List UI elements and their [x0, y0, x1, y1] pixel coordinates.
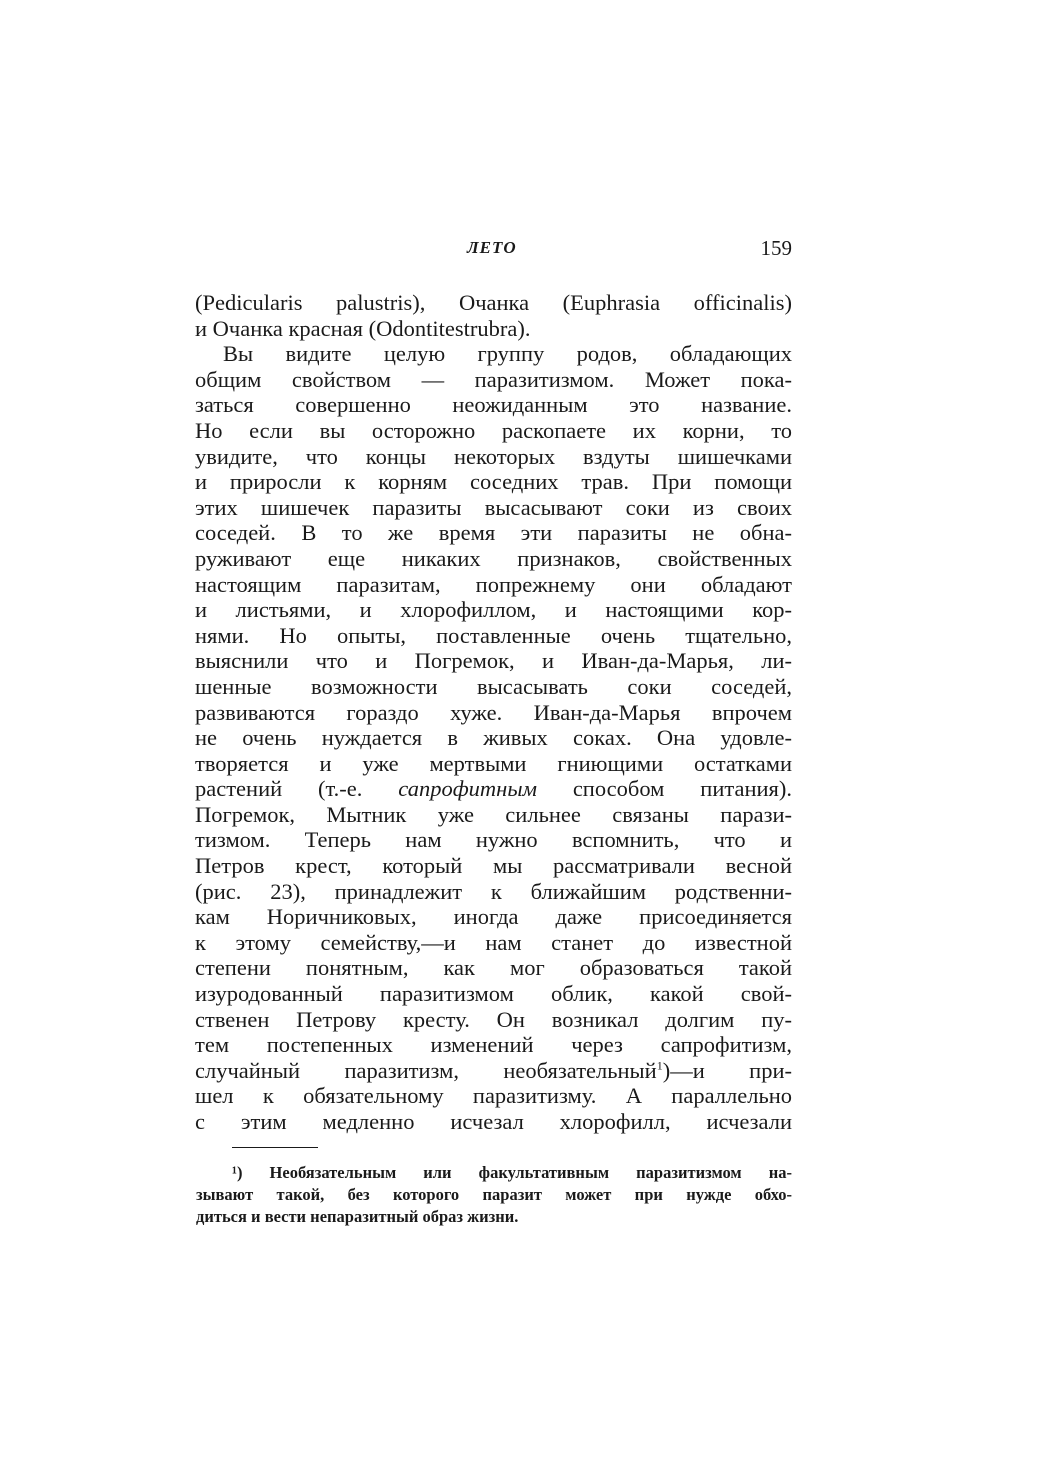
- text-line: заться совершенно неожиданным это название.: [195, 392, 792, 418]
- text-line: [195, 1058, 792, 1084]
- text-line: [195, 776, 792, 802]
- text-line: Вы видите целую группу родов, обладающих: [223, 341, 792, 367]
- footnote-text: Необязательным или факультативным паразитизмом на-: [269, 1163, 792, 1182]
- text-line: тем постепенных изменений через сапрофитизм,: [195, 1032, 792, 1058]
- text-line: развиваются гораздо хуже. Иван-да-Марья впрочем: [195, 699, 792, 725]
- text-line: изуродованный паразитизмом облик, какой свой-: [195, 981, 792, 1007]
- text-line: Погремок, Мытник уже сильнее связаны парази-: [195, 801, 792, 827]
- text-line: увидите, что концы некоторых вздуты шишечками: [195, 443, 792, 469]
- main-text: [195, 290, 792, 1135]
- text-line: шенные возможности высасывать соки соседей,: [195, 673, 792, 699]
- text-fragment: растений (т.-е.: [195, 776, 399, 802]
- text-line: творяется и уже мертвыми гниющими остатками: [195, 750, 792, 776]
- footnote: [196, 1162, 792, 1228]
- text-line: не очень нуждается в живых соках. Она удовле-: [195, 725, 792, 751]
- running-title: ЛЕТО: [467, 238, 517, 257]
- text-fragment: )—и при-: [662, 1057, 792, 1083]
- text-line: тизмом. Теперь нам нужно вспомнить, что и: [195, 827, 792, 853]
- text-line: с этим медленно исчезал хлорофилл, исчезали: [195, 1109, 792, 1134]
- running-header: [195, 236, 792, 266]
- text-fragment: способом питания).: [536, 776, 793, 802]
- text-line: Но если вы осторожно раскопаете их корни, то: [195, 417, 792, 443]
- text-line: Петров крест, который мы рассматривали весной: [195, 853, 792, 879]
- text-line: и листьями, и хлорофиллом, и настоящими кор-: [195, 597, 792, 623]
- text-line: этих шишечек паразиты высасывают соки из своих: [195, 494, 792, 520]
- text-line: степени понятным, как мог образоваться такой: [195, 955, 792, 981]
- text-line: соседей. В то же время эти паразиты не обна-: [195, 520, 792, 546]
- italic-term-saprophytic: сапрофитным: [398, 776, 537, 802]
- text-line: шел к обязательному паразитизму. А параллельно: [195, 1083, 792, 1109]
- text-line: общим свойством — паразитизмом. Может пока-: [195, 366, 792, 392]
- footnote-reference: 1: [656, 1058, 663, 1073]
- page-number: 159: [760, 236, 792, 260]
- footnote-divider: [232, 1147, 318, 1148]
- footnote-line: зывают такой, без которого паразит может при нужде обхо-: [196, 1185, 792, 1204]
- footnote-line: диться и вести непаразитный образ жизни.: [196, 1207, 519, 1226]
- text-line: кам Норичниковых, иногда даже присоединяется: [195, 904, 792, 930]
- text-line: и приросли к корням соседних трав. При помощи: [195, 469, 792, 495]
- text-line: и Очанка красная (Odontitestrubra).: [195, 315, 531, 341]
- text-line: нями. Но опыты, поставленные очень тщательно,: [195, 622, 792, 648]
- text-line: настоящим паразитам, попрежнему они обладают: [195, 571, 792, 597]
- text-line: (Pedicularis palustris), Очанка (Euphrasia officinalis): [195, 290, 792, 315]
- text-line: выяснили что и Погремок, и Иван-да-Марья, ли-: [195, 648, 792, 674]
- text-line: руживают еще никаких признаков, свойственных: [195, 545, 792, 571]
- text-line: (рис. 23), принадлежит к ближайшим родственни-: [195, 878, 792, 904]
- text-line: к этому семейству,—и нам станет до известной: [195, 929, 792, 955]
- footnote-line: [196, 1162, 792, 1184]
- text-line: ственен Петрову кресту. Он возникал долгим пу-: [195, 1006, 792, 1032]
- text-fragment: случайный паразитизм, необязательный: [195, 1057, 657, 1083]
- footnote-marker: ¹): [232, 1163, 243, 1182]
